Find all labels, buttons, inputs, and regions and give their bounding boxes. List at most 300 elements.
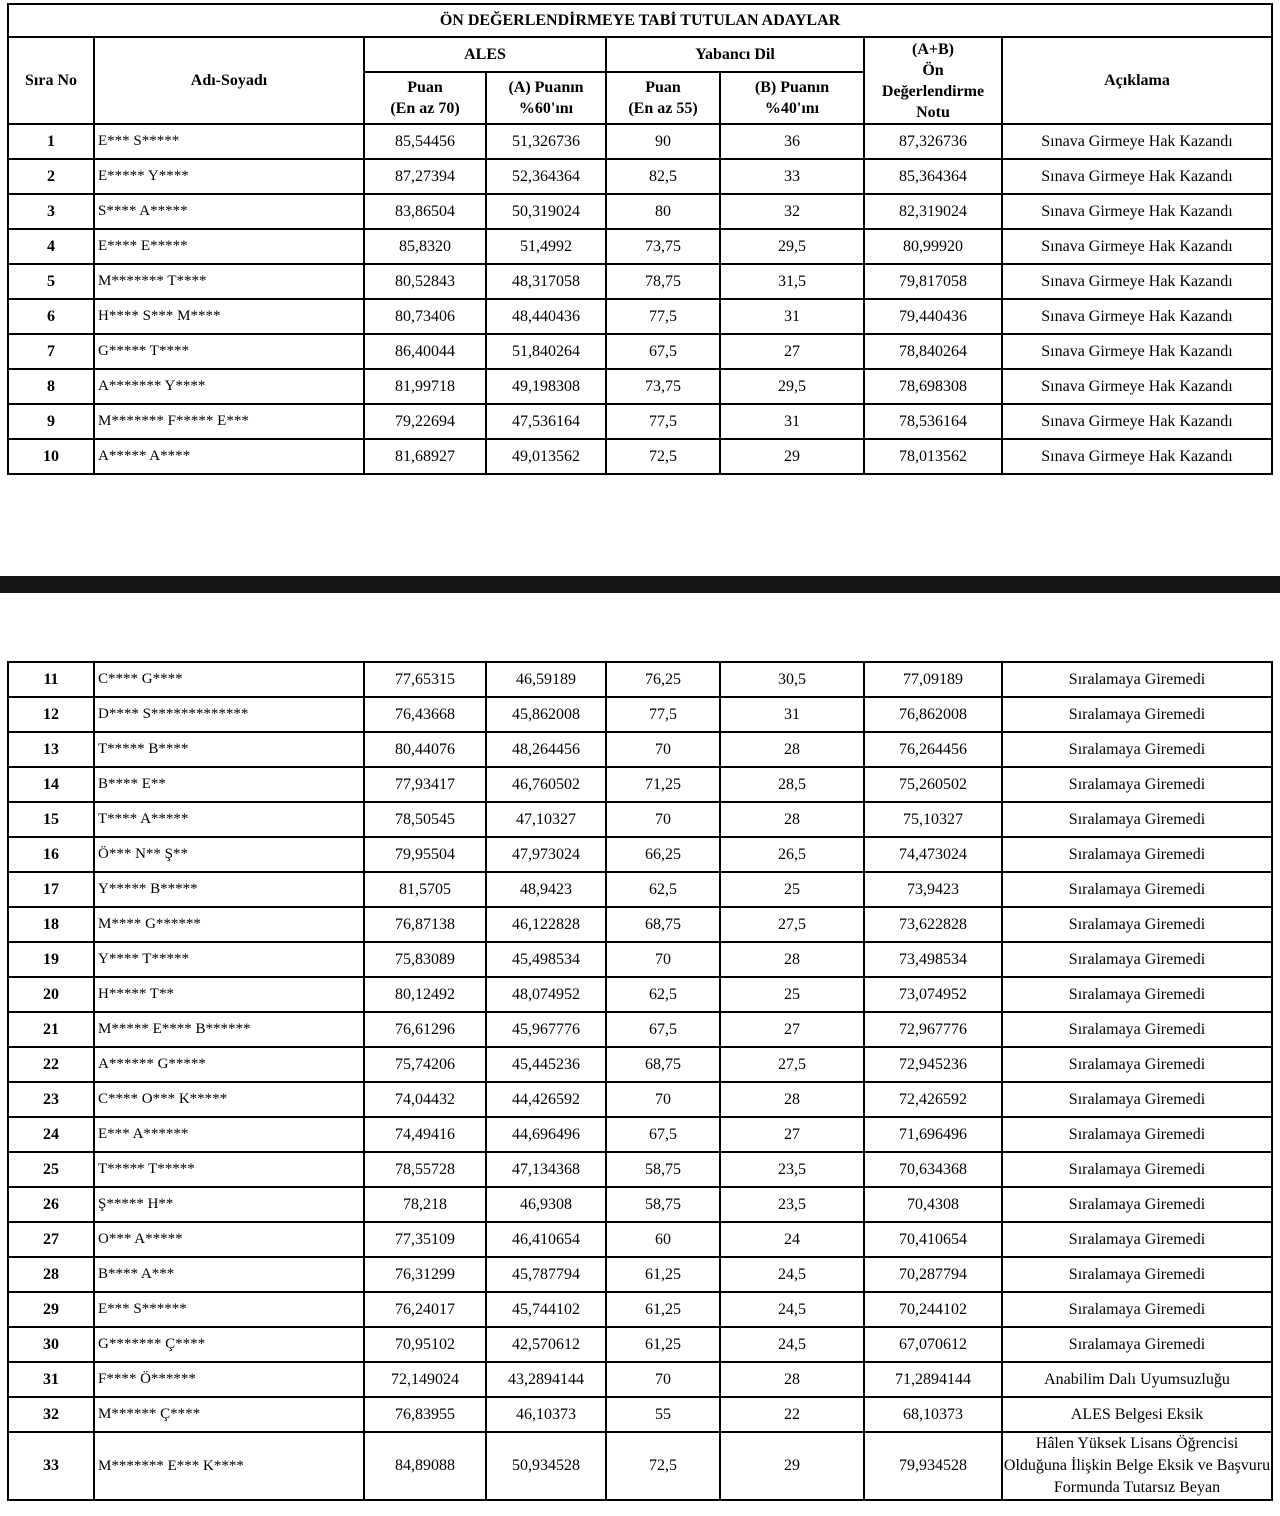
sira-no-cell: 10 — [8, 439, 94, 474]
dil-puan-cell: 77,5 — [606, 697, 720, 732]
table-row — [8, 1082, 1272, 1117]
total-cell: 77,09189 — [864, 662, 1002, 697]
table-row — [8, 1257, 1272, 1292]
header-yabanci-dil: Yabancı Dil — [606, 37, 864, 72]
dil-puan-cell: 70 — [606, 1362, 720, 1397]
aciklama-cell: Sıralamaya Giremedi — [1002, 767, 1272, 802]
aciklama-cell: Sınava Girmeye Hak Kazandı — [1002, 194, 1272, 229]
b-puan-cell: 22 — [720, 1397, 864, 1432]
total-cell: 76,264456 — [864, 732, 1002, 767]
header-ab-line3: Değerlendirme — [881, 82, 985, 100]
ales-puan-cell: 80,44076 — [364, 732, 486, 767]
aciklama-cell: Sınava Girmeye Hak Kazandı — [1002, 229, 1272, 264]
name-cell: T***** B**** — [94, 732, 364, 767]
a-puan-cell: 44,696496 — [486, 1117, 606, 1152]
table-row — [8, 662, 1272, 697]
aciklama-cell: Sıralamaya Giremedi — [1002, 942, 1272, 977]
ales-puan-cell: 85,54456 — [364, 124, 486, 159]
a-puan-cell: 46,59189 — [486, 662, 606, 697]
ales-puan-cell: 74,49416 — [364, 1117, 486, 1152]
total-cell: 72,945236 — [864, 1047, 1002, 1082]
table-row — [8, 369, 1272, 404]
ales-puan-cell: 84,89088 — [364, 1432, 486, 1500]
a-puan-cell: 46,410654 — [486, 1222, 606, 1257]
sira-no-cell: 26 — [8, 1187, 94, 1222]
name-cell: E*** S***** — [94, 124, 364, 159]
sira-no-cell: 21 — [8, 1012, 94, 1047]
ales-puan-cell: 75,83089 — [364, 942, 486, 977]
header-ales: ALES — [364, 37, 606, 72]
b-puan-cell: 27 — [720, 1012, 864, 1047]
header-a-puan-line2: %60'ını — [518, 100, 574, 117]
header-adi-soyadi: Adı-Soyadı — [94, 37, 364, 124]
dil-puan-cell: 61,25 — [606, 1327, 720, 1362]
sira-no-cell: 1 — [8, 124, 94, 159]
dil-puan-cell: 70 — [606, 942, 720, 977]
dil-puan-cell: 60 — [606, 1222, 720, 1257]
a-puan-cell: 46,9308 — [486, 1187, 606, 1222]
header-dil-puan-line2: (En az 55) — [628, 100, 698, 117]
name-cell: E*** A****** — [94, 1117, 364, 1152]
table-row — [8, 264, 1272, 299]
header-ab-line2: Ön — [922, 61, 944, 79]
table-row — [8, 1047, 1272, 1082]
sira-no-cell: 11 — [8, 662, 94, 697]
dil-puan-cell: 77,5 — [606, 299, 720, 334]
sira-no-cell: 3 — [8, 194, 94, 229]
sira-no-cell: 5 — [8, 264, 94, 299]
header-ales-puan-line2: (En az 70) — [390, 100, 460, 117]
total-cell: 72,426592 — [864, 1082, 1002, 1117]
header-ab-line4: Notu — [916, 103, 950, 121]
b-puan-cell: 28 — [720, 802, 864, 837]
name-cell: M******* F***** E*** — [94, 404, 364, 439]
aciklama-cell: Sıralamaya Giremedi — [1002, 907, 1272, 942]
b-puan-cell: 25 — [720, 872, 864, 907]
aciklama-cell: Sıralamaya Giremedi — [1002, 1012, 1272, 1047]
a-puan-cell: 48,074952 — [486, 977, 606, 1012]
table-row — [8, 1012, 1272, 1047]
b-puan-cell: 24,5 — [720, 1257, 864, 1292]
sira-no-cell: 8 — [8, 369, 94, 404]
sira-no-cell: 16 — [8, 837, 94, 872]
a-puan-cell: 45,967776 — [486, 1012, 606, 1047]
table-row — [8, 194, 1272, 229]
table-row — [8, 1222, 1272, 1257]
ales-puan-cell: 70,95102 — [364, 1327, 486, 1362]
ales-puan-cell: 80,12492 — [364, 977, 486, 1012]
ales-puan-cell: 72,149024 — [364, 1362, 486, 1397]
header-ales-puan — [364, 72, 486, 124]
a-puan-cell: 46,760502 — [486, 767, 606, 802]
ales-puan-cell: 77,93417 — [364, 767, 486, 802]
a-puan-cell: 43,2894144 — [486, 1362, 606, 1397]
name-cell: H**** S*** M**** — [94, 299, 364, 334]
a-puan-cell: 48,317058 — [486, 264, 606, 299]
header-a-puan-line1: (A) Puanın — [508, 79, 584, 96]
ales-puan-cell: 76,83955 — [364, 1397, 486, 1432]
aciklama-cell: Sınava Girmeye Hak Kazandı — [1002, 159, 1272, 194]
total-cell: 74,473024 — [864, 837, 1002, 872]
dil-puan-cell: 73,75 — [606, 369, 720, 404]
ales-puan-cell: 76,31299 — [364, 1257, 486, 1292]
b-puan-cell: 28 — [720, 1362, 864, 1397]
sira-no-cell: 30 — [8, 1327, 94, 1362]
aciklama-cell: Sıralamaya Giremedi — [1002, 1152, 1272, 1187]
a-puan-cell: 50,319024 — [486, 194, 606, 229]
dil-puan-cell: 70 — [606, 732, 720, 767]
total-cell: 73,9423 — [864, 872, 1002, 907]
b-puan-cell: 31 — [720, 404, 864, 439]
a-puan-cell: 42,570612 — [486, 1327, 606, 1362]
name-cell: A****** G***** — [94, 1047, 364, 1082]
ales-puan-cell: 80,52843 — [364, 264, 486, 299]
name-cell: E**** E***** — [94, 229, 364, 264]
sira-no-cell: 7 — [8, 334, 94, 369]
sira-no-cell: 2 — [8, 159, 94, 194]
a-puan-cell: 44,426592 — [486, 1082, 606, 1117]
ales-puan-cell: 83,86504 — [364, 194, 486, 229]
aciklama-cell: Sıralamaya Giremedi — [1002, 1292, 1272, 1327]
name-cell: T***** T***** — [94, 1152, 364, 1187]
total-cell: 71,2894144 — [864, 1362, 1002, 1397]
header-on-degerlendirme-notu — [864, 37, 1002, 124]
aciklama-cell: Anabilim Dalı Uyumsuzluğu — [1002, 1362, 1272, 1397]
total-cell: 78,840264 — [864, 334, 1002, 369]
table-row — [8, 872, 1272, 907]
total-cell: 68,10373 — [864, 1397, 1002, 1432]
ales-puan-cell: 80,73406 — [364, 299, 486, 334]
name-cell: A***** A**** — [94, 439, 364, 474]
candidates-table-top — [7, 3, 1273, 475]
b-puan-cell: 24,5 — [720, 1327, 864, 1362]
dil-puan-cell: 67,5 — [606, 1012, 720, 1047]
a-puan-cell: 45,744102 — [486, 1292, 606, 1327]
aciklama-cell: Sınava Girmeye Hak Kazandı — [1002, 404, 1272, 439]
header-aciklama: Açıklama — [1002, 37, 1272, 124]
ales-puan-cell: 75,74206 — [364, 1047, 486, 1082]
table-row — [8, 1117, 1272, 1152]
table-row — [8, 1362, 1272, 1397]
aciklama-cell: ALES Belgesi Eksik — [1002, 1397, 1272, 1432]
name-cell: B**** E** — [94, 767, 364, 802]
table-row — [8, 299, 1272, 334]
total-cell: 73,622828 — [864, 907, 1002, 942]
name-cell: Y**** T***** — [94, 942, 364, 977]
table-row — [8, 334, 1272, 369]
a-puan-cell: 48,264456 — [486, 732, 606, 767]
total-cell: 78,013562 — [864, 439, 1002, 474]
b-puan-cell: 25 — [720, 977, 864, 1012]
header-b-puan-line1: (B) Puanın — [754, 79, 830, 96]
total-cell: 76,862008 — [864, 697, 1002, 732]
b-puan-cell: 31,5 — [720, 264, 864, 299]
a-puan-cell: 51,326736 — [486, 124, 606, 159]
sira-no-cell: 17 — [8, 872, 94, 907]
page-title: ÖN DEĞERLENDİRMEYE TABİ TUTULAN ADAYLAR — [8, 4, 1272, 37]
a-puan-cell: 51,840264 — [486, 334, 606, 369]
aciklama-cell: Sıralamaya Giremedi — [1002, 977, 1272, 1012]
ales-puan-cell: 76,24017 — [364, 1292, 486, 1327]
b-puan-cell: 27 — [720, 1117, 864, 1152]
total-cell: 71,696496 — [864, 1117, 1002, 1152]
aciklama-cell: Sıralamaya Giremedi — [1002, 697, 1272, 732]
ales-puan-cell: 81,5705 — [364, 872, 486, 907]
b-puan-cell: 27,5 — [720, 1047, 864, 1082]
b-puan-cell: 32 — [720, 194, 864, 229]
ales-puan-cell: 77,65315 — [364, 662, 486, 697]
total-cell: 80,99920 — [864, 229, 1002, 264]
a-puan-cell: 45,498534 — [486, 942, 606, 977]
name-cell: S**** A***** — [94, 194, 364, 229]
total-cell: 79,440436 — [864, 299, 1002, 334]
total-cell: 70,634368 — [864, 1152, 1002, 1187]
dil-puan-cell: 61,25 — [606, 1257, 720, 1292]
b-puan-cell: 23,5 — [720, 1187, 864, 1222]
ales-puan-cell: 87,27394 — [364, 159, 486, 194]
aciklama-cell: Sıralamaya Giremedi — [1002, 872, 1272, 907]
ales-puan-cell: 78,55728 — [364, 1152, 486, 1187]
total-cell: 79,934528 — [864, 1432, 1002, 1500]
table-row — [8, 1397, 1272, 1432]
total-cell: 70,287794 — [864, 1257, 1002, 1292]
section-divider — [0, 576, 1280, 593]
name-cell: O*** A***** — [94, 1222, 364, 1257]
b-puan-cell: 36 — [720, 124, 864, 159]
total-cell: 82,319024 — [864, 194, 1002, 229]
header-sira-no: Sıra No — [8, 37, 94, 124]
b-puan-cell: 29 — [720, 439, 864, 474]
name-cell: M****** Ç**** — [94, 1397, 364, 1432]
a-puan-cell: 50,934528 — [486, 1432, 606, 1500]
a-puan-cell: 48,440436 — [486, 299, 606, 334]
dil-puan-cell: 68,75 — [606, 1047, 720, 1082]
a-puan-cell: 49,198308 — [486, 369, 606, 404]
b-puan-cell: 23,5 — [720, 1152, 864, 1187]
b-puan-cell: 31 — [720, 697, 864, 732]
header-a-puan — [486, 72, 606, 124]
a-puan-cell: 46,10373 — [486, 1397, 606, 1432]
total-cell: 70,410654 — [864, 1222, 1002, 1257]
a-puan-cell: 47,536164 — [486, 404, 606, 439]
b-puan-cell: 29 — [720, 1432, 864, 1500]
sira-no-cell: 27 — [8, 1222, 94, 1257]
total-cell: 67,070612 — [864, 1327, 1002, 1362]
aciklama-cell: Sınava Girmeye Hak Kazandı — [1002, 369, 1272, 404]
aciklama-cell: Sınava Girmeye Hak Kazandı — [1002, 264, 1272, 299]
sira-no-cell: 29 — [8, 1292, 94, 1327]
a-puan-cell: 45,787794 — [486, 1257, 606, 1292]
dil-puan-cell: 72,5 — [606, 1432, 720, 1500]
dil-puan-cell: 68,75 — [606, 907, 720, 942]
total-cell: 70,4308 — [864, 1187, 1002, 1222]
total-cell: 73,498534 — [864, 942, 1002, 977]
aciklama-cell: Sıralamaya Giremedi — [1002, 802, 1272, 837]
a-puan-cell: 49,013562 — [486, 439, 606, 474]
dil-puan-cell: 90 — [606, 124, 720, 159]
aciklama-cell: Sıralamaya Giremedi — [1002, 837, 1272, 872]
table-row — [8, 1327, 1272, 1362]
ales-puan-cell: 81,99718 — [364, 369, 486, 404]
a-puan-cell: 46,122828 — [486, 907, 606, 942]
ales-puan-cell: 78,50545 — [364, 802, 486, 837]
dil-puan-cell: 70 — [606, 802, 720, 837]
b-puan-cell: 29,5 — [720, 369, 864, 404]
name-cell: E***** Y**** — [94, 159, 364, 194]
aciklama-cell: Sınava Girmeye Hak Kazandı — [1002, 299, 1272, 334]
dil-puan-cell: 55 — [606, 1397, 720, 1432]
dil-puan-cell: 66,25 — [606, 837, 720, 872]
name-cell: A******* Y**** — [94, 369, 364, 404]
b-puan-cell: 28,5 — [720, 767, 864, 802]
sira-no-cell: 25 — [8, 1152, 94, 1187]
b-puan-cell: 28 — [720, 732, 864, 767]
a-puan-cell: 45,445236 — [486, 1047, 606, 1082]
table-row — [8, 159, 1272, 194]
ales-puan-cell: 86,40044 — [364, 334, 486, 369]
b-puan-cell: 30,5 — [720, 662, 864, 697]
table-row — [8, 1292, 1272, 1327]
table-row — [8, 404, 1272, 439]
ales-puan-cell: 76,61296 — [364, 1012, 486, 1047]
ales-puan-cell: 78,218 — [364, 1187, 486, 1222]
header-ales-puan-line1: Puan — [407, 79, 443, 96]
dil-puan-cell: 70 — [606, 1082, 720, 1117]
ales-puan-cell: 81,68927 — [364, 439, 486, 474]
name-cell: G******* Ç**** — [94, 1327, 364, 1362]
dil-puan-cell: 62,5 — [606, 872, 720, 907]
dil-puan-cell: 80 — [606, 194, 720, 229]
table-row — [8, 837, 1272, 872]
table-body-top — [8, 124, 1272, 474]
ales-puan-cell: 79,95504 — [364, 837, 486, 872]
a-puan-cell: 47,10327 — [486, 802, 606, 837]
name-cell: D**** S************* — [94, 697, 364, 732]
dil-puan-cell: 71,25 — [606, 767, 720, 802]
b-puan-cell: 31 — [720, 299, 864, 334]
a-puan-cell: 51,4992 — [486, 229, 606, 264]
total-cell: 87,326736 — [864, 124, 1002, 159]
sira-no-cell: 15 — [8, 802, 94, 837]
total-cell: 75,10327 — [864, 802, 1002, 837]
a-puan-cell: 47,134368 — [486, 1152, 606, 1187]
sira-no-cell: 32 — [8, 1397, 94, 1432]
aciklama-cell: Sıralamaya Giremedi — [1002, 732, 1272, 767]
aciklama-cell: Sıralamaya Giremedi — [1002, 1187, 1272, 1222]
ales-puan-cell: 85,8320 — [364, 229, 486, 264]
aciklama-cell: Sınava Girmeye Hak Kazandı — [1002, 439, 1272, 474]
aciklama-cell: Sıralamaya Giremedi — [1002, 1257, 1272, 1292]
candidates-table-bottom — [7, 661, 1273, 1501]
dil-puan-cell: 58,75 — [606, 1152, 720, 1187]
dil-puan-cell: 76,25 — [606, 662, 720, 697]
header-b-puan — [720, 72, 864, 124]
name-cell: B**** A*** — [94, 1257, 364, 1292]
total-cell: 79,817058 — [864, 264, 1002, 299]
sira-no-cell: 18 — [8, 907, 94, 942]
table-row — [8, 697, 1272, 732]
aciklama-cell: Sıralamaya Giremedi — [1002, 1117, 1272, 1152]
sira-no-cell: 9 — [8, 404, 94, 439]
name-cell: M******* T**** — [94, 264, 364, 299]
ales-puan-cell: 79,22694 — [364, 404, 486, 439]
dil-puan-cell: 72,5 — [606, 439, 720, 474]
dil-puan-cell: 58,75 — [606, 1187, 720, 1222]
table-row — [8, 229, 1272, 264]
header-b-puan-line2: %40'ını — [764, 100, 820, 117]
ales-puan-cell: 74,04432 — [364, 1082, 486, 1117]
sira-no-cell: 6 — [8, 299, 94, 334]
header-ab-line1: (A+B) — [912, 40, 954, 58]
name-cell: M**** G****** — [94, 907, 364, 942]
table-row — [8, 802, 1272, 837]
aciklama-cell: Sıralamaya Giremedi — [1002, 662, 1272, 697]
name-cell: C**** G**** — [94, 662, 364, 697]
b-puan-cell: 29,5 — [720, 229, 864, 264]
table-row — [8, 977, 1272, 1012]
name-cell: M***** E**** B****** — [94, 1012, 364, 1047]
sira-no-cell: 12 — [8, 697, 94, 732]
table-row — [8, 1187, 1272, 1222]
sira-no-cell: 24 — [8, 1117, 94, 1152]
aciklama-cell: Sıralamaya Giremedi — [1002, 1327, 1272, 1362]
total-cell: 72,967776 — [864, 1012, 1002, 1047]
sira-no-cell: 13 — [8, 732, 94, 767]
name-cell: T**** A***** — [94, 802, 364, 837]
name-cell: E*** S****** — [94, 1292, 364, 1327]
total-cell: 75,260502 — [864, 767, 1002, 802]
a-puan-cell: 45,862008 — [486, 697, 606, 732]
dil-puan-cell: 82,5 — [606, 159, 720, 194]
sira-no-cell: 4 — [8, 229, 94, 264]
b-puan-cell: 28 — [720, 942, 864, 977]
b-puan-cell: 24,5 — [720, 1292, 864, 1327]
total-cell: 78,698308 — [864, 369, 1002, 404]
table-row — [8, 439, 1272, 474]
dil-puan-cell: 61,25 — [606, 1292, 720, 1327]
aciklama-cell: Hâlen Yüksek Lisans Öğrencisi Olduğuna İlişkin Belge Eksik ve Başvuru Formunda Tutarsız Beyan — [1002, 1432, 1272, 1500]
table-body-bottom — [8, 662, 1272, 1500]
name-cell: C**** O*** K***** — [94, 1082, 364, 1117]
a-puan-cell: 48,9423 — [486, 872, 606, 907]
aciklama-cell: Sıralamaya Giremedi — [1002, 1222, 1272, 1257]
a-puan-cell: 47,973024 — [486, 837, 606, 872]
aciklama-cell: Sıralamaya Giremedi — [1002, 1047, 1272, 1082]
total-cell: 70,244102 — [864, 1292, 1002, 1327]
name-cell: Ş***** H** — [94, 1187, 364, 1222]
aciklama-cell: Sınava Girmeye Hak Kazandı — [1002, 124, 1272, 159]
sira-no-cell: 22 — [8, 1047, 94, 1082]
total-cell: 78,536164 — [864, 404, 1002, 439]
total-cell: 85,364364 — [864, 159, 1002, 194]
ales-puan-cell: 76,43668 — [364, 697, 486, 732]
table-row — [8, 1152, 1272, 1187]
b-puan-cell: 24 — [720, 1222, 864, 1257]
dil-puan-cell: 67,5 — [606, 1117, 720, 1152]
ales-puan-cell: 77,35109 — [364, 1222, 486, 1257]
sira-no-cell: 28 — [8, 1257, 94, 1292]
table-row — [8, 907, 1272, 942]
sira-no-cell: 33 — [8, 1432, 94, 1500]
table-row — [8, 942, 1272, 977]
sira-no-cell: 14 — [8, 767, 94, 802]
table-row — [8, 767, 1272, 802]
sira-no-cell: 19 — [8, 942, 94, 977]
b-puan-cell: 28 — [720, 1082, 864, 1117]
b-puan-cell: 26,5 — [720, 837, 864, 872]
dil-puan-cell: 73,75 — [606, 229, 720, 264]
name-cell: F**** Ö****** — [94, 1362, 364, 1397]
